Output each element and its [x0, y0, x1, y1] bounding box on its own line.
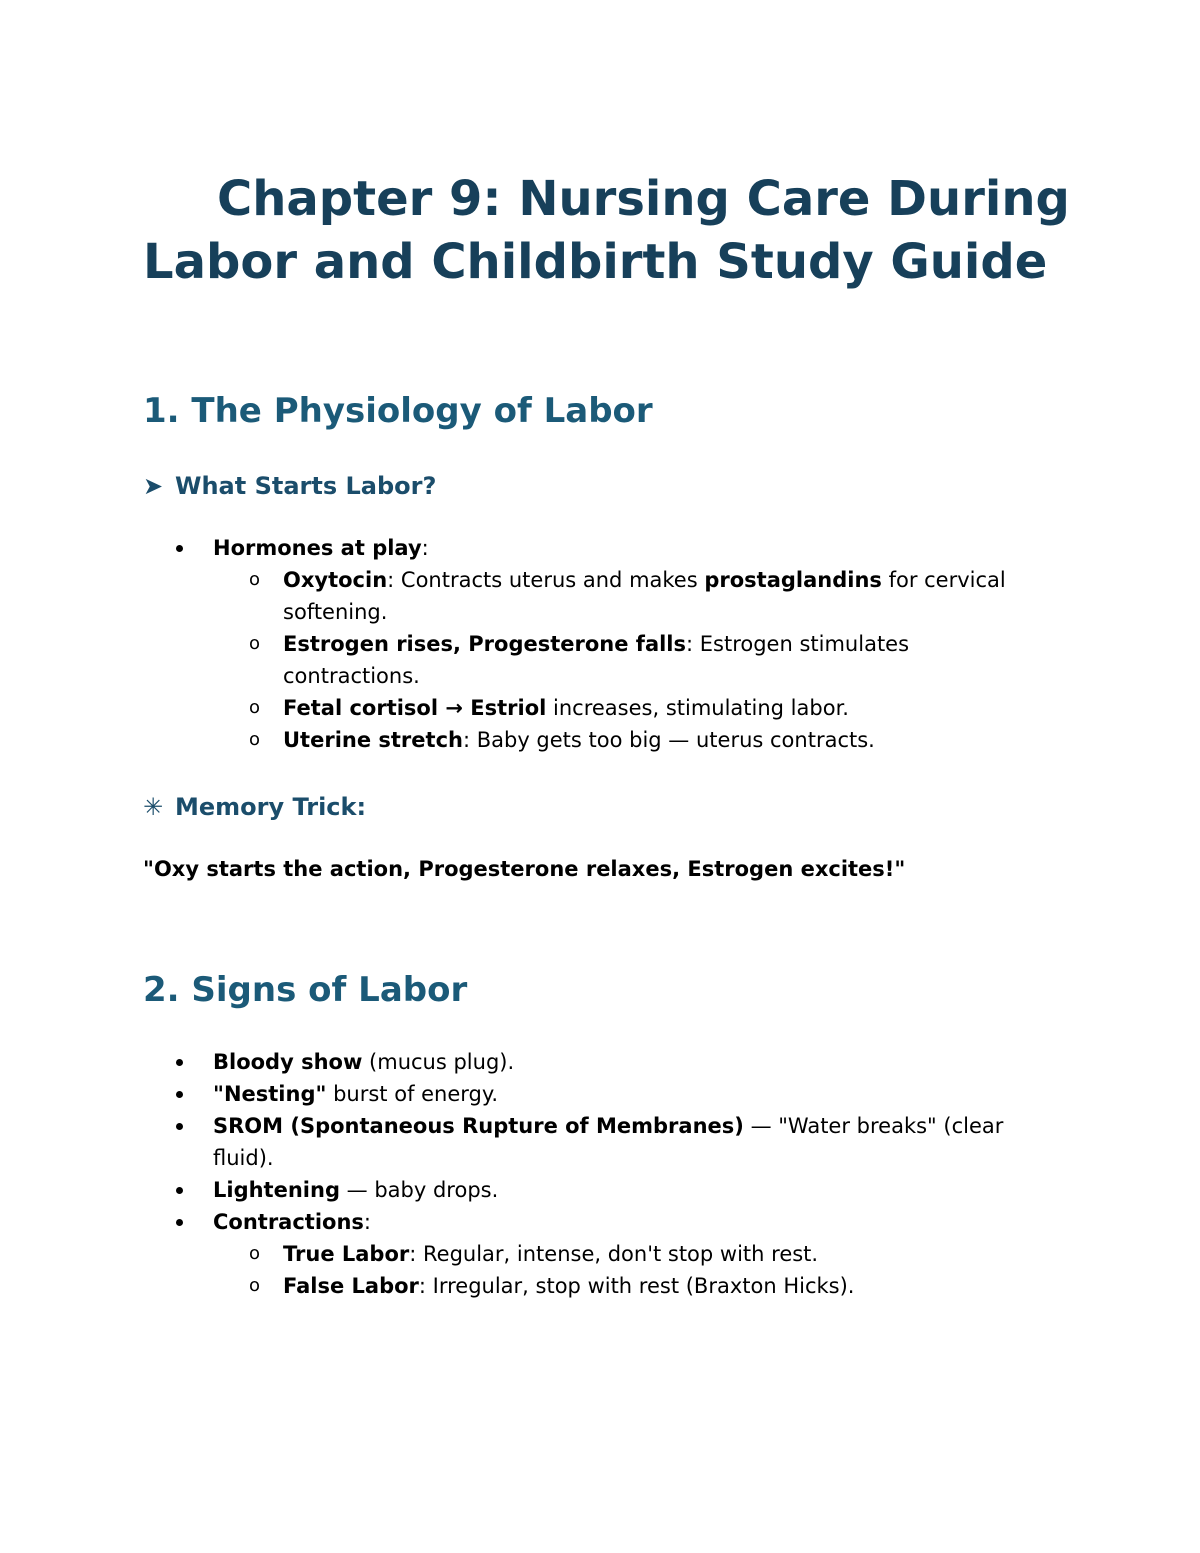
memory-trick-heading: [143, 792, 366, 822]
circle-bullet-icon: o: [249, 697, 261, 718]
contractions-sublist: [143, 1238, 1043, 1302]
sub-list-item: o Fetal cortisol → Estriol increases, stimulating labor.: [213, 692, 1043, 724]
sub-list-item: o Oxytocin: Contracts uterus and makes prostaglandins for cervical softening.: [213, 564, 1043, 628]
list-item: "Nesting" burst of energy.: [143, 1078, 1043, 1110]
list-item: Hormones at play: o Oxytocin: Contracts uterus and makes prostaglandins for cervical softening. o Estrogen rises, Progesterone falls: Estrogen stimulates contractions. o Fetal cortisol → Estriol increases, stimulating labor. o Uterine stretch: Baby gets too big — uterus contracts.: [143, 532, 1043, 756]
circle-bullet-icon: o: [249, 729, 261, 750]
sub-list-item: o False Labor: Irregular, stop with rest (Braxton Hicks).: [213, 1270, 1043, 1302]
list-item: Contractions: o True Labor: Regular, intense, don't stop with rest. o False Labor: Irregular, stop with rest (Braxton Hicks).: [143, 1206, 1043, 1302]
list-item: Bloody show (mucus plug).: [143, 1046, 1043, 1078]
sub-list-item: o Estrogen rises, Progesterone falls: Estrogen stimulates contractions.: [213, 628, 1043, 692]
memory-trick-text: Memory Trick:: [175, 793, 367, 821]
circle-bullet-icon: o: [249, 569, 261, 590]
circle-bullet-icon: o: [249, 633, 261, 654]
hormones-list: [143, 532, 1043, 756]
arrow-bullet-icon: ➤: [143, 472, 164, 500]
section-heading-physiology: 1. The Physiology of Labor: [143, 391, 653, 431]
asterisk-icon: ✳: [143, 793, 164, 821]
signs-list: [143, 1046, 1043, 1302]
sub-list-item: o Uterine stretch: Baby gets too big — uterus contracts.: [213, 724, 1043, 756]
subheading-what-starts-labor: [143, 471, 436, 501]
list-item: Lightening — baby drops.: [143, 1174, 1043, 1206]
section-heading-signs: 2. Signs of Labor: [143, 970, 468, 1010]
sub-list-item: o True Labor: Regular, intense, don't stop with rest.: [213, 1238, 1043, 1270]
hormones-sublist: [143, 564, 1043, 756]
circle-bullet-icon: o: [249, 1275, 261, 1296]
list-item: SROM (Spontaneous Rupture of Membranes) — "Water breaks" (clear fluid).: [143, 1110, 1043, 1174]
circle-bullet-icon: o: [249, 1243, 261, 1264]
hormones-label: Hormones at play: [213, 536, 422, 560]
document-title: Chapter 9: Nursing Care During Labor and Childbirth Study Guide: [143, 171, 1070, 290]
subheading-text: What Starts Labor?: [175, 472, 437, 500]
memory-trick-quote: "Oxy starts the action, Progesterone relaxes, Estrogen excites!": [143, 857, 906, 881]
